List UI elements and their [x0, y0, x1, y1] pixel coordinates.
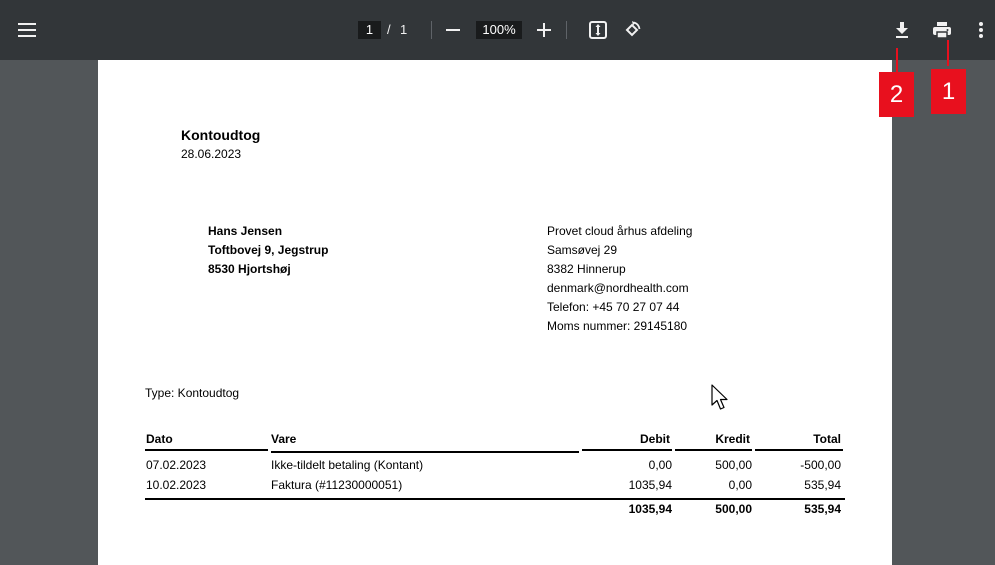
total-debit: 1035,94 — [628, 502, 672, 516]
menu-icon[interactable] — [14, 18, 40, 42]
callout-pointer-line — [947, 40, 949, 66]
recipient-name: Hans Jensen — [208, 224, 283, 238]
header-kredit: Kredit — [675, 431, 752, 451]
zoom-in-icon[interactable] — [534, 20, 554, 40]
sender-name: Provet cloud århus afdeling — [547, 224, 693, 238]
page-separator: / — [387, 22, 391, 37]
callout-pointer-line — [896, 48, 898, 72]
total-kredit: 500,00 — [715, 502, 752, 516]
sender-city: 8382 Hinnerup — [547, 262, 626, 276]
cell-dato: 07.02.2023 — [146, 458, 207, 472]
pdf-page — [98, 60, 892, 565]
toolbar-divider — [431, 21, 432, 39]
document-date: 28.06.2023 — [181, 147, 242, 161]
pdf-toolbar — [0, 0, 995, 60]
cell-kredit: 500,00 — [715, 458, 752, 472]
recipient-city: 8530 Hjortshøj — [208, 262, 291, 276]
cell-debit: 0,00 — [648, 458, 672, 472]
cell-vare: Faktura (#11230000051) — [271, 478, 403, 492]
statement-type: Type: Kontoudtog — [145, 386, 240, 400]
table-row — [145, 457, 845, 477]
zoom-input[interactable] — [476, 21, 522, 39]
sender-email: denmark@nordhealth.com — [547, 281, 689, 295]
page-number-input[interactable] — [358, 21, 381, 39]
callout-print: 1 — [931, 69, 966, 114]
header-total: Total — [755, 431, 843, 451]
table-row — [145, 477, 845, 497]
fit-page-icon[interactable] — [587, 19, 609, 41]
sender-vat: Moms nummer: 29145180 — [547, 319, 688, 333]
totals-row — [145, 501, 845, 521]
mouse-cursor-icon — [711, 384, 731, 417]
page-total: 1 — [400, 22, 408, 37]
cell-dato: 10.02.2023 — [146, 478, 207, 492]
cell-total: -500,00 — [800, 458, 841, 472]
callout-download: 2 — [879, 72, 914, 117]
header-dato: Dato — [145, 431, 268, 451]
zoom-out-icon[interactable] — [443, 20, 463, 40]
download-icon[interactable] — [891, 19, 913, 41]
recipient-street: Toftbovej 9, Jegstrup — [208, 243, 329, 257]
cell-kredit: 0,00 — [728, 478, 752, 492]
cell-vare: Ikke-tildelt betaling (Kontant) — [271, 458, 424, 472]
header-debit: Debit — [582, 431, 672, 451]
totals-rule — [145, 498, 845, 500]
more-vert-icon[interactable] — [973, 19, 989, 41]
header-vare: Vare — [271, 431, 579, 453]
document-title: Kontoudtog — [181, 127, 261, 143]
total-total: 535,94 — [804, 502, 841, 516]
cell-total: 535,94 — [804, 478, 841, 492]
rotate-icon[interactable] — [621, 19, 643, 41]
print-icon[interactable] — [931, 19, 953, 41]
sender-phone: Telefon: +45 70 27 07 44 — [547, 300, 680, 314]
cell-debit: 1035,94 — [628, 478, 672, 492]
sender-street: Samsøvej 29 — [547, 243, 618, 257]
toolbar-divider — [566, 21, 567, 39]
recipient-address — [208, 222, 328, 279]
sender-address — [547, 222, 692, 336]
